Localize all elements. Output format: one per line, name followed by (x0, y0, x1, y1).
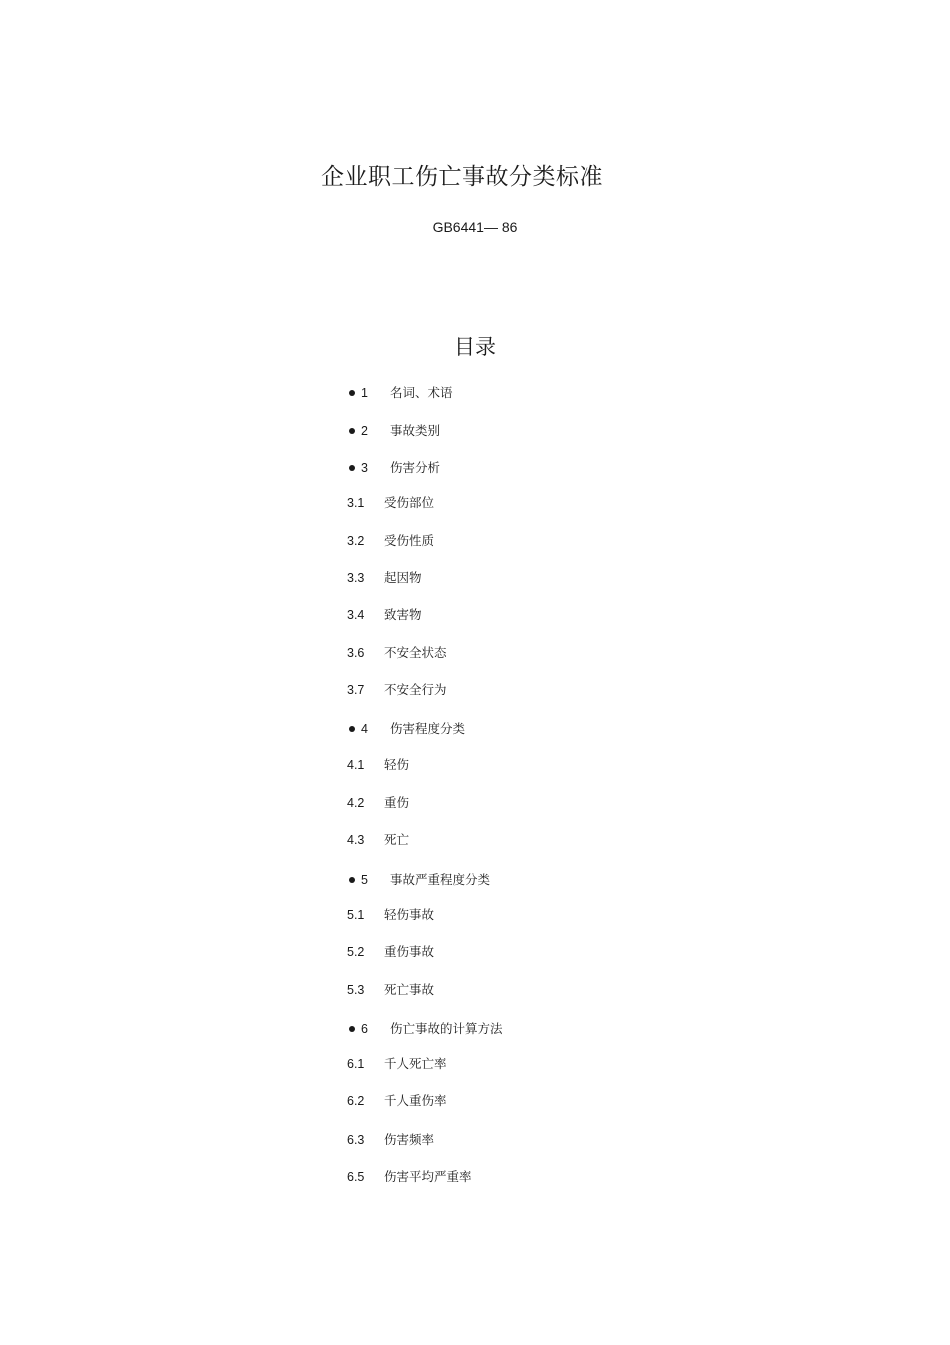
toc-item-label: 事故严重程度分类 (390, 872, 491, 887)
toc-item-label: 伤亡事故的计算方法 (390, 1021, 503, 1036)
toc-item-number: 3.4 (347, 608, 365, 622)
toc-item-label: 事故类别 (390, 423, 441, 438)
toc-item-number: 3.2 (347, 534, 365, 548)
toc-item-number: 4 (361, 722, 368, 736)
toc-item-number: 2 (361, 424, 368, 438)
toc-item-number: 3 (361, 461, 368, 475)
toc-item-label: 轻伤 (384, 757, 410, 772)
toc-item-number: 6.5 (347, 1170, 365, 1184)
toc-item-number: 3.7 (347, 683, 365, 697)
toc-item-number: 6.1 (347, 1057, 365, 1071)
toc-item-label: 起因物 (384, 570, 422, 585)
toc-item-number: 3.3 (347, 571, 365, 585)
bullet-icon (349, 1026, 355, 1032)
toc-item-label: 名词、术语 (390, 385, 453, 400)
toc-item-label: 死亡事故 (384, 982, 435, 997)
toc-item-label: 千人重伤率 (384, 1093, 447, 1108)
toc-item-number: 4.3 (347, 833, 365, 847)
document-title: 企业职工伤亡事故分类标准 (321, 164, 603, 190)
bullet-icon (349, 428, 355, 434)
toc-item-label: 受伤部位 (384, 495, 435, 510)
toc-item-number: 5.3 (347, 983, 365, 997)
toc-item-number: 6 (361, 1022, 368, 1036)
toc-item-label: 不安全状态 (384, 645, 447, 660)
toc-item-label: 致害物 (384, 607, 422, 622)
standard-code: GB6441— 86 (432, 219, 518, 235)
toc-item-label: 受伤性质 (384, 533, 435, 548)
toc-item-label: 不安全行为 (384, 682, 447, 697)
bullet-icon (349, 465, 355, 471)
toc-item-number: 1 (361, 386, 368, 400)
toc-item-number: 3.1 (347, 496, 365, 510)
toc-heading: 目录 (454, 335, 496, 359)
bullet-icon (349, 877, 355, 883)
toc-item-number: 5.2 (347, 945, 365, 959)
toc-item-number: 3.6 (347, 646, 365, 660)
toc-item-label: 重伤事故 (384, 944, 435, 959)
bullet-icon (349, 390, 355, 396)
toc-item-number: 4.1 (347, 758, 365, 772)
toc-item-number: 5.1 (347, 908, 365, 922)
toc-item-label: 伤害分析 (390, 460, 441, 475)
toc-item-number: 5 (361, 873, 368, 887)
bullet-icon (349, 726, 355, 732)
toc-item-label: 伤害程度分类 (390, 721, 466, 736)
toc-item-label: 伤害频率 (384, 1132, 435, 1147)
toc-item-label: 千人死亡率 (384, 1056, 447, 1071)
toc-item-number: 4.2 (347, 796, 365, 810)
toc-item-number: 6.2 (347, 1094, 365, 1108)
toc-item-label: 轻伤事故 (384, 907, 435, 922)
toc-item-label: 重伤 (384, 795, 410, 810)
toc-item-number: 6.3 (347, 1133, 365, 1147)
toc-item-label: 伤害平均严重率 (384, 1169, 472, 1184)
toc-item-label: 死亡 (384, 832, 410, 847)
